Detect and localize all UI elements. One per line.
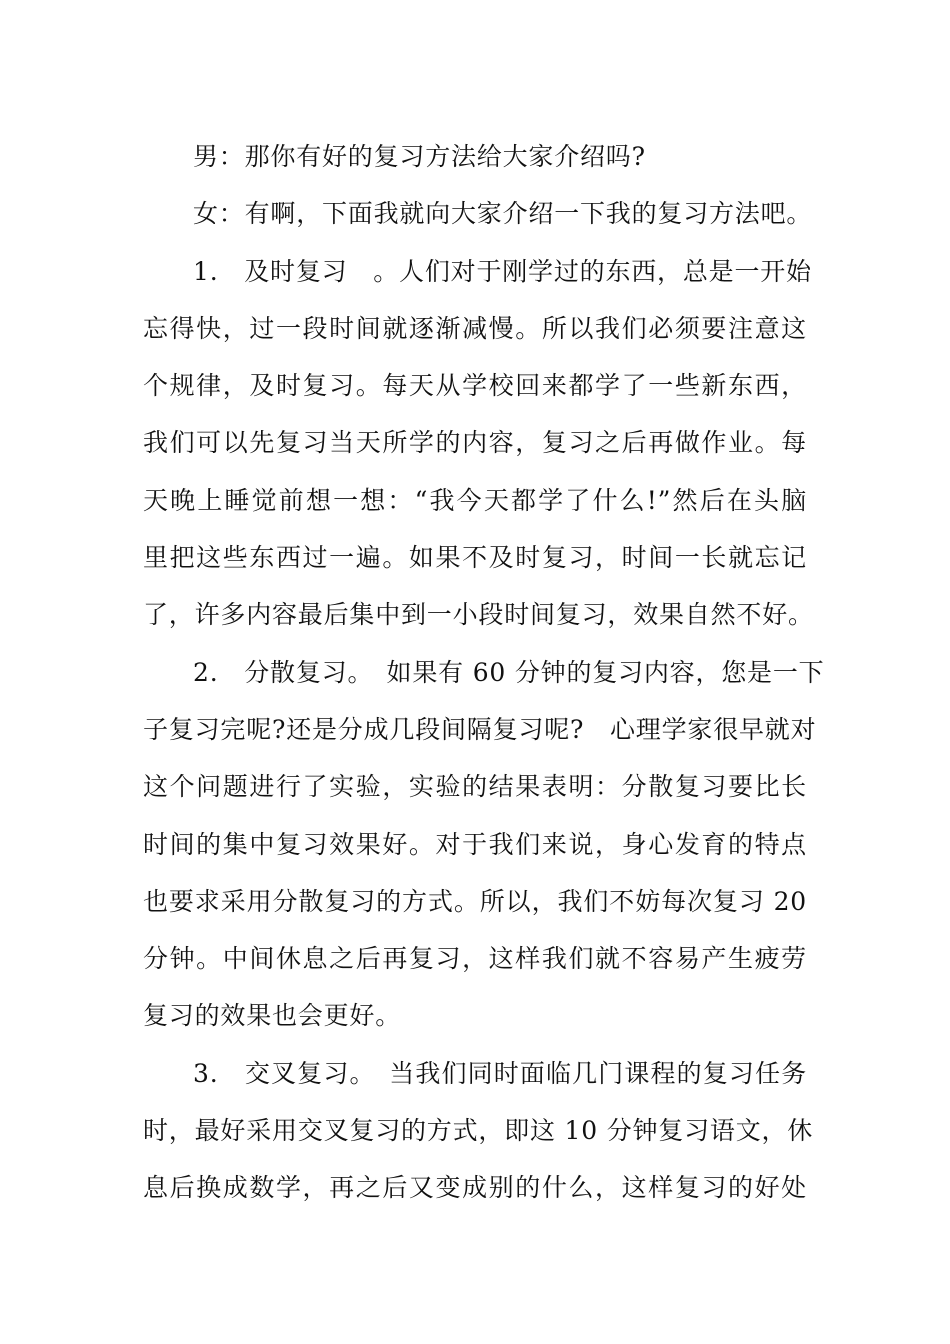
paragraph-line: 息后换成数学，再之后又变成别的什么，这样复习的好处 (143, 1173, 807, 1203)
paragraph-line: 里把这些东西过一遍。如果不及时复习，时间一长就忘记 (143, 543, 807, 573)
paragraph-line-method-2-start: 2. 分散复习。 如果有 60 分钟的复习内容，您是一下 (193, 657, 825, 687)
paragraph-line: 复习的效果也会更好。 (143, 1001, 402, 1031)
body-text (143, 128, 825, 1217)
paragraph-line: 我们可以先复习当天所学的内容，复习之后再做作业。每 (143, 428, 807, 458)
paragraph-line: 忘得快，过一段时间就逐渐减慢。所以我们必须要注意这 (143, 313, 807, 343)
paragraph-line: 时间的集中复习效果好。对于我们来说，身心发育的特点 (143, 829, 807, 859)
paragraph-line-male-question: 男：那你有好的复习方法给大家介绍吗? (193, 142, 646, 171)
paragraph-line: 也要求采用分散复习的方式。所以，我们不妨每次复习 20 (143, 886, 807, 916)
paragraph-line: 了，许多内容最后集中到一小段时间复习，效果自然不好。 (143, 600, 814, 630)
paragraph-line: 这个问题进行了实验，实验的结果表明：分散复习要比长 (143, 772, 807, 802)
paragraph-line-method-1-start: 1. 及时复习 。人们对于刚学过的东西，总是一开始 (193, 256, 812, 286)
paragraph-line-method-3-start: 3. 交叉复习。 当我们同时面临几门课程的复习任务 (193, 1058, 807, 1088)
paragraph-line: 天晚上睡觉前想一想：“我今天都学了什么!”然后在头脑 (143, 485, 807, 515)
paragraph-line: 个规律，及时复习。每天从学校回来都学了一些新东西， (143, 371, 807, 401)
paragraph-line-female-answer: 女：有啊，下面我就向大家介绍一下我的复习方法吧。 (193, 199, 813, 229)
paragraph-line: 子复习完呢?还是分成几段间隔复习呢? 心理学家很早就对 (143, 714, 817, 744)
paragraph-line: 分钟。中间休息之后再复习，这样我们就不容易产生疲劳 (143, 944, 807, 974)
paragraph-line: 时，最好采用交叉复习的方式，即这 10 分钟复习语文，休 (143, 1116, 814, 1146)
